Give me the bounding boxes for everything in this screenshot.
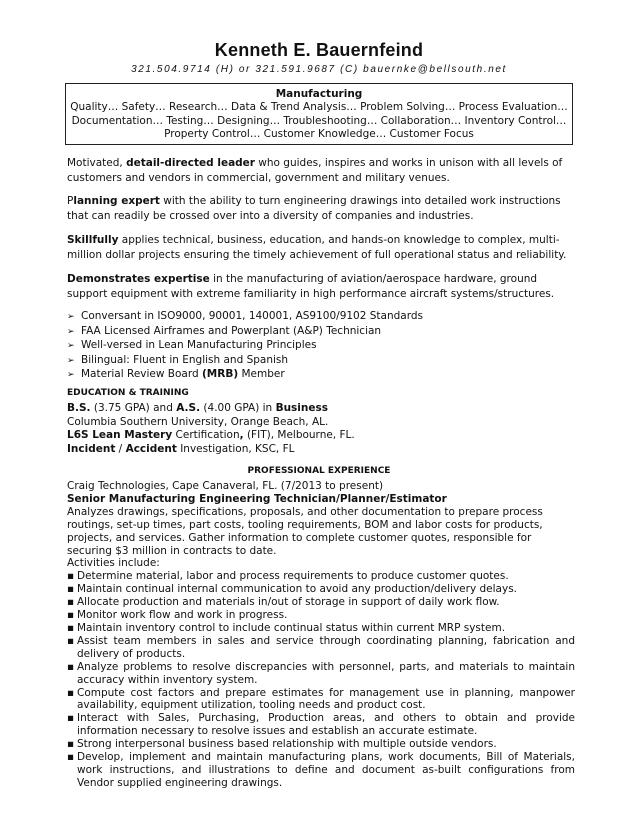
list-item-text: Maintain continual internal communication to avoid any production/delivery delays. [77,583,518,596]
qualification-list [67,310,567,383]
summary-text: P [67,195,74,207]
accident-label: Accident [125,442,177,455]
degree-line [67,402,567,416]
experience-section [67,480,575,790]
arrow-bullet-icon: ➢ [67,355,75,366]
list-item [67,310,567,325]
square-bullet-icon: ▪ [67,570,75,583]
list-item-text: Bilingual: Fluent in English and Spanish [81,353,289,366]
list-item [67,570,575,583]
job-description: Analyzes drawings, specifications, proposals, and other documentation to prepare process routings, set-up times, part costs, tooling requirements, BOM and labor costs for products, projects, and services. Gather information to complete customer quotes, responsible for securing $3 million in contracts to date. [67,505,543,557]
activities-label: Activities include: [67,557,160,570]
company-line: Craig Technologies, Cape Canaveral, FL. (7/2013 to present) [67,480,384,492]
summary-text: who guides, inspires and works in unison with all levels of customers and vendors in commercial, government and military venues. [67,157,563,184]
list-item-text: Maintain inventory control to include continual status within current MRP system. [77,621,506,634]
square-bullet-icon: ▪ [67,583,75,596]
list-item-text: Allocate production and materials in/out of storage in support of daily work flow. [77,596,500,609]
degree-field: Business [275,402,328,414]
summary-text: in the manufacturing of aviation/aerospace hardware, ground support equipment with extreme familiarity in high performance aircraft systems/structures. [67,273,555,300]
list-item-text: Compute cost factors and prepare estimates for management use in planning, manpower availability, equipment utilization, tooling needs and product cost. [77,686,575,712]
list-item [67,368,567,383]
list-item [67,622,575,635]
list-item [67,712,575,738]
list-item-text: Monitor work flow and work in progress. [77,609,288,622]
investigation-line [67,443,567,457]
certification-text: Certification [172,429,240,441]
skills-line: Property Control… Customer Knowledge… Customer Focus [164,128,474,140]
square-bullet-icon: ▪ [67,686,75,699]
list-item [67,661,575,687]
list-item-emphasis: (MRB) [202,368,239,380]
summary-emphasis: detail-directed leader [126,157,255,169]
square-bullet-icon: ▪ [67,738,75,751]
summary-paragraph [67,272,567,301]
list-item [67,609,575,622]
certification-comma: , [239,429,244,441]
list-item-text: Develop, implement and maintain manufacturing plans, work documents, Bill of Materials, work instructions, and illustrations to define and document as-built configurations from Vendor supplied engineering drawings. [77,751,575,789]
skills-box [65,83,573,145]
square-bullet-icon: ▪ [67,609,75,622]
degree-text: (4.00 GPA) in [200,402,276,414]
list-item-text: Material Review Board [81,368,202,380]
investigation-text: Investigation, KSC, FL [176,442,295,455]
arrow-bullet-icon: ➢ [67,341,75,351]
summary-emphasis: Demonstrates expertise [67,273,210,285]
summary-emphasis: lanning expert [73,195,160,207]
list-item [67,339,567,354]
list-item-text: Determine material, labor and process requirements to produce customer quotes. [77,570,509,583]
list-item-text: Member [238,368,285,380]
list-item-text: FAA Licensed Airframes and Powerplant (A&P) Technician [81,324,382,337]
summary-paragraph [67,156,567,185]
list-item [67,596,575,609]
list-item [67,738,575,751]
incident-label: Incident [67,442,116,455]
separator: / [115,442,126,455]
summary-emphasis: Skillfully [67,234,119,246]
summary-paragraph [67,233,567,262]
summary-text: Motivated, [67,157,127,169]
list-item-text: Interact with Sales, Purchasing, Production areas, and others to obtain and provide information necessary to resolve issues and establish an accurate estimate. [77,712,575,738]
list-item [67,687,575,713]
activities-list [67,570,575,789]
skills-line: Quality… Safety… Research… Data & Trend Analysis… Problem Solving… Process Evaluation… [70,101,568,113]
experience-heading: PROFESSIONAL EXPERIENCE [247,466,391,476]
list-item [67,354,567,369]
certification-line [67,429,567,443]
education-heading: EDUCATION & TRAINING [67,388,189,398]
education-section [67,402,567,456]
certification-text: (FIT), Melbourne, FL. [243,429,355,441]
summary-paragraph [67,194,567,223]
list-item [67,583,575,596]
school-line: Columbia Southern University, Orange Beach, AL. [67,415,329,428]
skills-line: Documentation… Testing… Designing… Troubleshooting… Collaboration… Inventory Control… [71,114,567,127]
contact-line: 321.504.9714 (H) or 321.591.9687 (C) bauernke@bellsouth.net [131,64,507,75]
arrow-bullet-icon: ➢ [67,326,75,337]
list-item-text: Well-versed in Lean Manufacturing Principles [81,339,317,351]
candidate-name: Kenneth E. Bauernfeind [214,40,424,60]
arrow-bullet-icon: ➢ [67,312,75,322]
summary-text: with the ability to turn engineering drawings into detailed work instructions that can readily be crossed over into a diversity of companies and industries. [67,195,561,222]
square-bullet-icon: ▪ [67,660,75,673]
list-item-text: Analyze problems to resolve discrepancies with personnel, parts, and materials to maintain accuracy within inventory system. [77,660,575,686]
list-item-text: Assist team members in sales and service through coordinating planning, fabrication and delivery of products. [77,634,575,660]
list-item-text: Conversant in ISO9000, 90001, 140001, AS9100/9102 Standards [81,310,423,322]
square-bullet-icon: ▪ [67,621,75,634]
job-title: Senior Manufacturing Engineering Technician/Planner/Estimator [67,492,447,505]
skills-box-title: Manufacturing [275,88,363,100]
square-bullet-icon: ▪ [67,596,75,609]
list-item [67,635,575,661]
certification-name: L6S Lean Mastery [67,429,173,441]
square-bullet-icon: ▪ [67,634,75,647]
square-bullet-icon: ▪ [67,751,75,764]
degree-as: A.S. [176,402,201,414]
list-item [67,325,567,340]
list-item-text: Strong interpersonal business based relationship with multiple outside vendors. [77,738,497,751]
list-item [67,751,575,790]
summary-text: applies technical, business, education, and hands-on knowledge to complex, multi-million dollar projects ensuring the timely achievement of full operational status and reliability. [67,234,567,261]
degree-bs: B.S. [67,402,91,414]
arrow-bullet-icon: ➢ [67,370,75,380]
square-bullet-icon: ▪ [67,712,75,725]
degree-text: (3.75 GPA) and [90,402,177,414]
